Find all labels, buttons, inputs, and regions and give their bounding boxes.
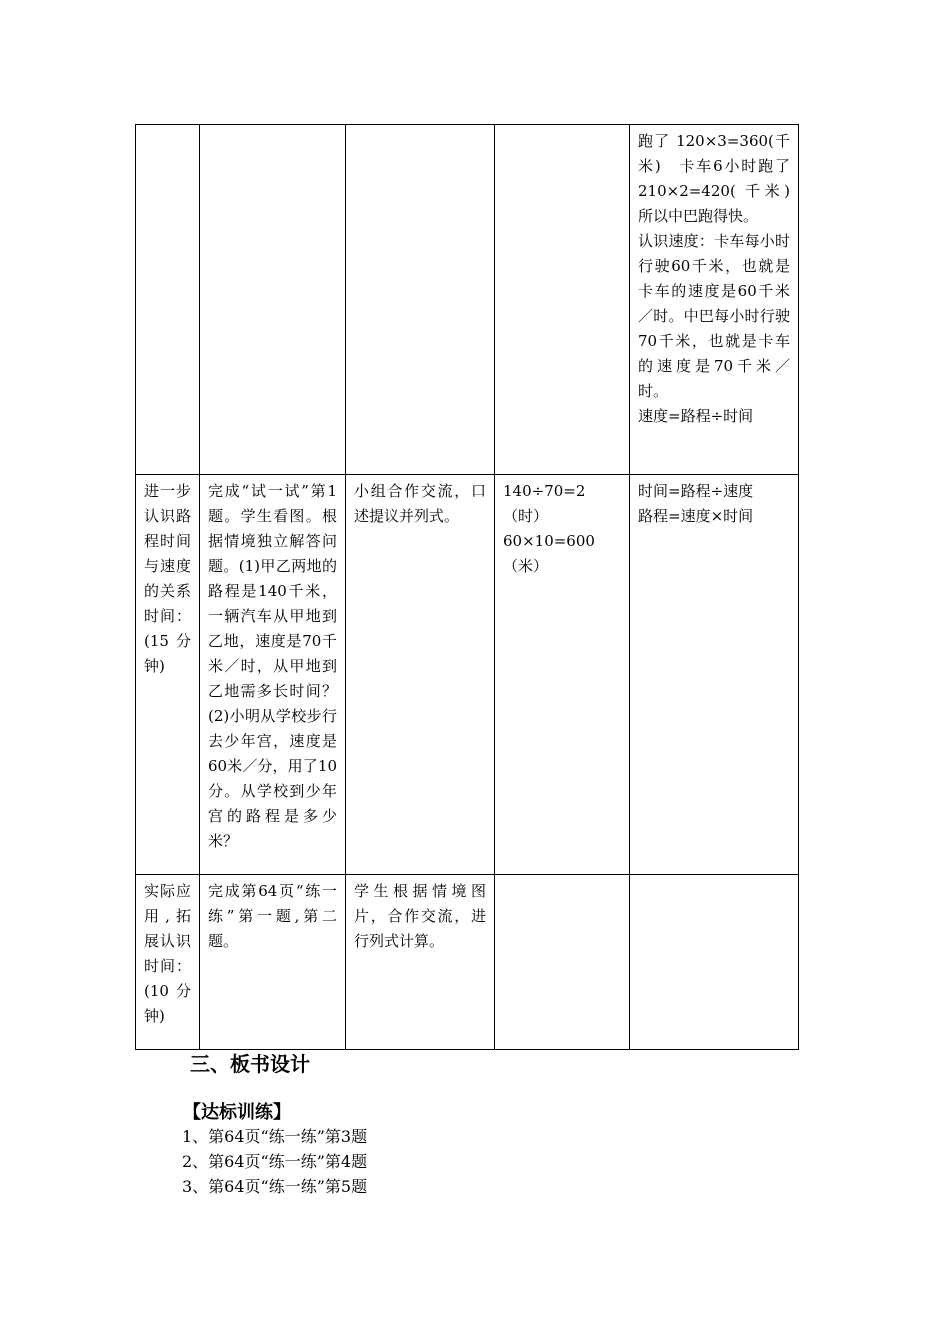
- table-cell: 学生根据情境图片，合作交流，进行列式计算。: [346, 875, 495, 1050]
- table-cell: [200, 125, 346, 475]
- table-cell: 进一步认识路程时间与速度的关系时间：(15分钟): [136, 475, 200, 875]
- table-cell: 140÷70=2（时） 60×10=600（米）: [495, 475, 630, 875]
- table-row: [136, 125, 799, 475]
- table-cell: 跑了 120×3=360(千米) 卡车6小时跑了 210×2=420( 千米) 所以中巴跑得快。 认识速度：卡车每小时行驶60千米，也就是卡车的速度是60千米／时。中巴每小时行驶70千米，也就是卡车的速度是70千米／时。 速度=路程÷时间: [630, 125, 799, 475]
- table-row: [136, 875, 799, 1050]
- table-cell: 完成第64页“练一练”第一题,第二题。: [200, 875, 346, 1050]
- table-cell: [346, 125, 495, 475]
- list-item: 1、第64页“练一练”第3题: [182, 1127, 368, 1146]
- table-cell: 时间=路程÷速度 路程=速度×时间: [630, 475, 799, 875]
- list-item: 2、第64页“练一练”第4题: [182, 1152, 368, 1171]
- table-cell: [495, 875, 630, 1050]
- table-cell: [630, 875, 799, 1050]
- exercise-list: [182, 1124, 367, 1199]
- table-row: [136, 475, 799, 875]
- section-title: 三、板书设计: [190, 1052, 310, 1076]
- table-cell: 完成“试一试”第1题。学生看图。根据情境独立解答问题。(1)甲乙两地的路程是140千米，一辆汽车从甲地到乙地，速度是70千米／时，从甲地到乙地需多长时间？(2)小明从学校步行去少年宫，速度是60米／分，用了10分。从学校到少年宫的路程是多少米？: [200, 475, 346, 875]
- table-cell: [136, 125, 200, 475]
- table-cell: 实际应用,拓展认识时间：(10分钟): [136, 875, 200, 1050]
- table-cell: [495, 125, 630, 475]
- training-title: 【达标训练】: [183, 1102, 291, 1123]
- lesson-table: [135, 124, 799, 1050]
- list-item: 3、第64页“练一练”第5题: [182, 1177, 368, 1196]
- table-cell: 小组合作交流，口述提议并列式。: [346, 475, 495, 875]
